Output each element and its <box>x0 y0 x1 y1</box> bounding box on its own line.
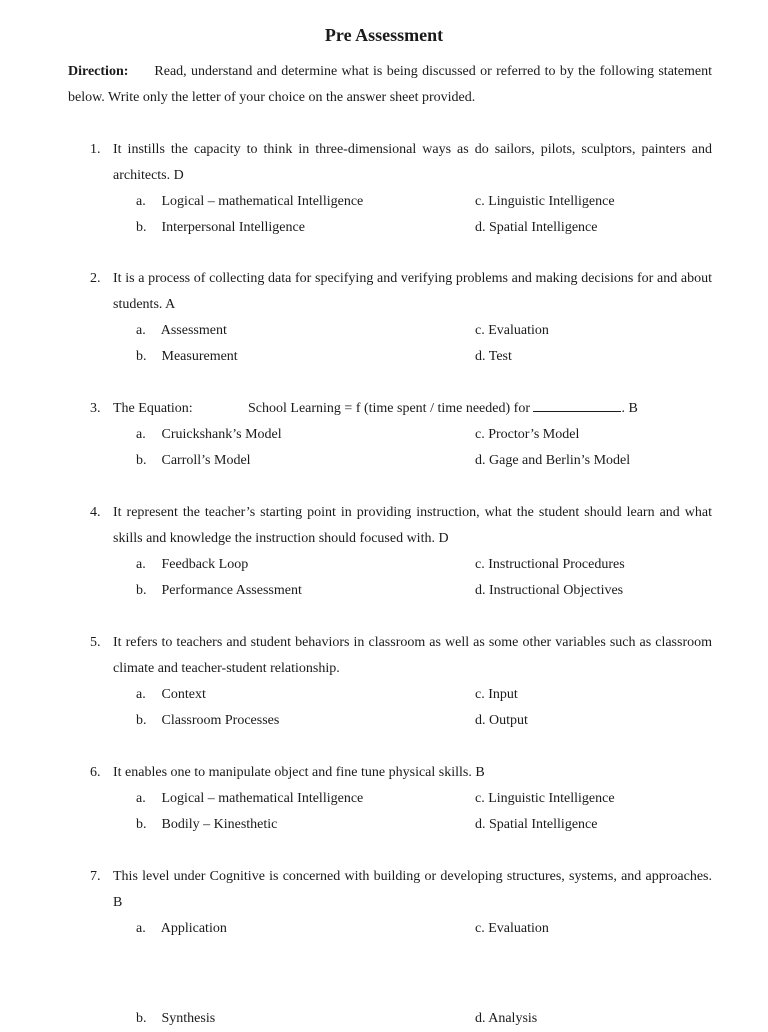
option-text: Evaluation <box>488 323 549 338</box>
equation-answer: . B <box>621 401 638 416</box>
option-text: Linguistic Intelligence <box>488 791 615 806</box>
option-letter: b. <box>136 817 147 832</box>
option-d <box>475 708 528 734</box>
option-text: Context <box>161 687 206 702</box>
option-row <box>68 448 712 474</box>
option-letter: d. <box>475 817 486 832</box>
direction-text: Read, understand and determine what is being discussed or referred to by the following statement below. Write only the letter of your choice on the answer sheet provided. <box>68 64 712 105</box>
option-letter: d. <box>475 583 486 598</box>
option-c <box>475 552 625 578</box>
question-number: 4. <box>90 505 101 520</box>
option-a <box>136 916 227 942</box>
direction-paragraph <box>68 59 712 111</box>
option-text: Classroom Processes <box>161 713 280 728</box>
option-letter: c. <box>475 791 485 806</box>
question-5 <box>68 630 712 734</box>
option-letter: d. <box>475 1011 486 1026</box>
option-a <box>136 189 363 215</box>
option-d <box>475 578 623 604</box>
option-text: Spatial Intelligence <box>489 220 598 235</box>
question-1 <box>68 137 712 241</box>
option-text: Output <box>489 713 528 728</box>
question-3 <box>68 396 712 474</box>
question-number: 3. <box>90 401 101 416</box>
equation-label: The Equation: <box>113 401 193 416</box>
option-row <box>68 215 712 241</box>
option-row <box>68 318 712 344</box>
question-stem: It instills the capacity to think in three-dimensional ways as do sailors, pilots, sculptors, painters and architects. D <box>113 142 712 183</box>
option-b <box>136 1006 215 1032</box>
option-a <box>136 422 282 448</box>
option-c <box>475 189 615 215</box>
option-text: Logical – mathematical Intelligence <box>161 791 364 806</box>
option-d <box>475 344 512 370</box>
option-letter: c. <box>475 427 485 442</box>
question-stem: It refers to teachers and student behaviors in classroom as well as some other variables such as classroom climate and teacher-student relationship. <box>113 635 712 676</box>
option-letter: b. <box>136 220 147 235</box>
question-6 <box>68 760 712 838</box>
option-letter: a. <box>136 323 146 338</box>
question-number: 1. <box>90 142 101 157</box>
option-text: Proctor’s Model <box>488 427 580 442</box>
option-letter: b. <box>136 713 147 728</box>
option-text: Measurement <box>161 349 238 364</box>
option-c <box>475 916 549 942</box>
option-c <box>475 682 518 708</box>
option-text: Application <box>160 921 227 936</box>
question-number: 6. <box>90 765 101 780</box>
option-row <box>68 552 712 578</box>
option-text: Interpersonal Intelligence <box>161 220 305 235</box>
option-letter: d. <box>475 453 486 468</box>
option-d <box>475 448 630 474</box>
option-letter: b. <box>136 349 147 364</box>
option-letter: b. <box>136 1011 147 1026</box>
option-a <box>136 786 363 812</box>
option-text: Carroll’s Model <box>161 453 251 468</box>
option-b <box>136 578 302 604</box>
option-letter: a. <box>136 791 146 806</box>
option-letter: b. <box>136 453 147 468</box>
option-row <box>68 786 712 812</box>
question-stem: This level under Cognitive is concerned with building or developing structures, systems, and approaches. B <box>113 869 712 910</box>
option-text: Performance Assessment <box>161 583 302 598</box>
option-d <box>475 215 597 241</box>
answer-blank <box>533 397 621 412</box>
option-b <box>136 448 251 474</box>
option-text: Test <box>488 349 512 364</box>
option-text: Instructional Objectives <box>489 583 624 598</box>
question-number: 5. <box>90 635 101 650</box>
option-text: Instructional Procedures <box>488 557 625 572</box>
question-stem: It is a process of collecting data for specifying and verifying problems and making decisions for and about students. A <box>113 271 712 312</box>
option-b <box>136 344 238 370</box>
option-d <box>475 812 597 838</box>
option-text: Input <box>488 687 518 702</box>
option-letter: c. <box>475 557 485 572</box>
option-text: Spatial Intelligence <box>489 817 598 832</box>
option-letter: c. <box>475 323 485 338</box>
question-stem: It represent the teacher’s starting point in providing instruction, what the student should learn and what skills and knowledge the instruction should focused with. D <box>113 505 712 546</box>
option-letter: c. <box>475 687 485 702</box>
option-letter: a. <box>136 427 146 442</box>
option-letter: a. <box>136 194 146 209</box>
question-stem <box>113 396 712 422</box>
option-text: Logical – mathematical Intelligence <box>161 194 364 209</box>
option-a <box>136 552 248 578</box>
question-4 <box>68 500 712 604</box>
option-d <box>475 1006 537 1032</box>
option-letter: a. <box>136 921 146 936</box>
option-letter: b. <box>136 583 147 598</box>
option-row <box>68 344 712 370</box>
option-b <box>136 215 305 241</box>
option-row <box>68 1006 712 1032</box>
option-letter: d. <box>475 713 486 728</box>
option-text: Linguistic Intelligence <box>488 194 615 209</box>
option-text: Gage and Berlin’s Model <box>489 453 631 468</box>
option-c <box>475 786 615 812</box>
option-letter: c. <box>475 194 485 209</box>
option-row <box>68 578 712 604</box>
question-number: 2. <box>90 271 101 286</box>
option-c <box>475 318 549 344</box>
question-stem: It enables one to manipulate object and fine tune physical skills. B <box>113 765 485 780</box>
option-text: Cruickshank’s Model <box>161 427 282 442</box>
direction-label: Direction: <box>68 64 129 79</box>
option-b <box>136 708 279 734</box>
option-row <box>68 708 712 734</box>
option-row <box>68 422 712 448</box>
option-letter: a. <box>136 557 146 572</box>
option-c <box>475 422 579 448</box>
option-row <box>68 916 712 942</box>
option-letter: d. <box>475 349 486 364</box>
option-text: Bodily – Kinesthetic <box>161 817 278 832</box>
option-b <box>136 812 277 838</box>
option-text: Evaluation <box>488 921 549 936</box>
question-number: 7. <box>90 869 101 884</box>
option-letter: a. <box>136 687 146 702</box>
equation-formula: School Learning = f (time spent / time needed) for <box>248 401 530 416</box>
option-row <box>68 189 712 215</box>
question-2 <box>68 266 712 370</box>
option-a <box>136 318 227 344</box>
option-row <box>68 682 712 708</box>
option-letter: d. <box>475 220 486 235</box>
option-a <box>136 682 206 708</box>
option-text: Analysis <box>488 1011 538 1026</box>
option-text: Assessment <box>160 323 227 338</box>
option-row <box>68 812 712 838</box>
question-7 <box>68 864 712 1032</box>
option-text: Synthesis <box>161 1011 216 1026</box>
option-text: Feedback Loop <box>161 557 249 572</box>
page-title: Pre Assessment <box>324 25 444 45</box>
option-letter: c. <box>475 921 485 936</box>
